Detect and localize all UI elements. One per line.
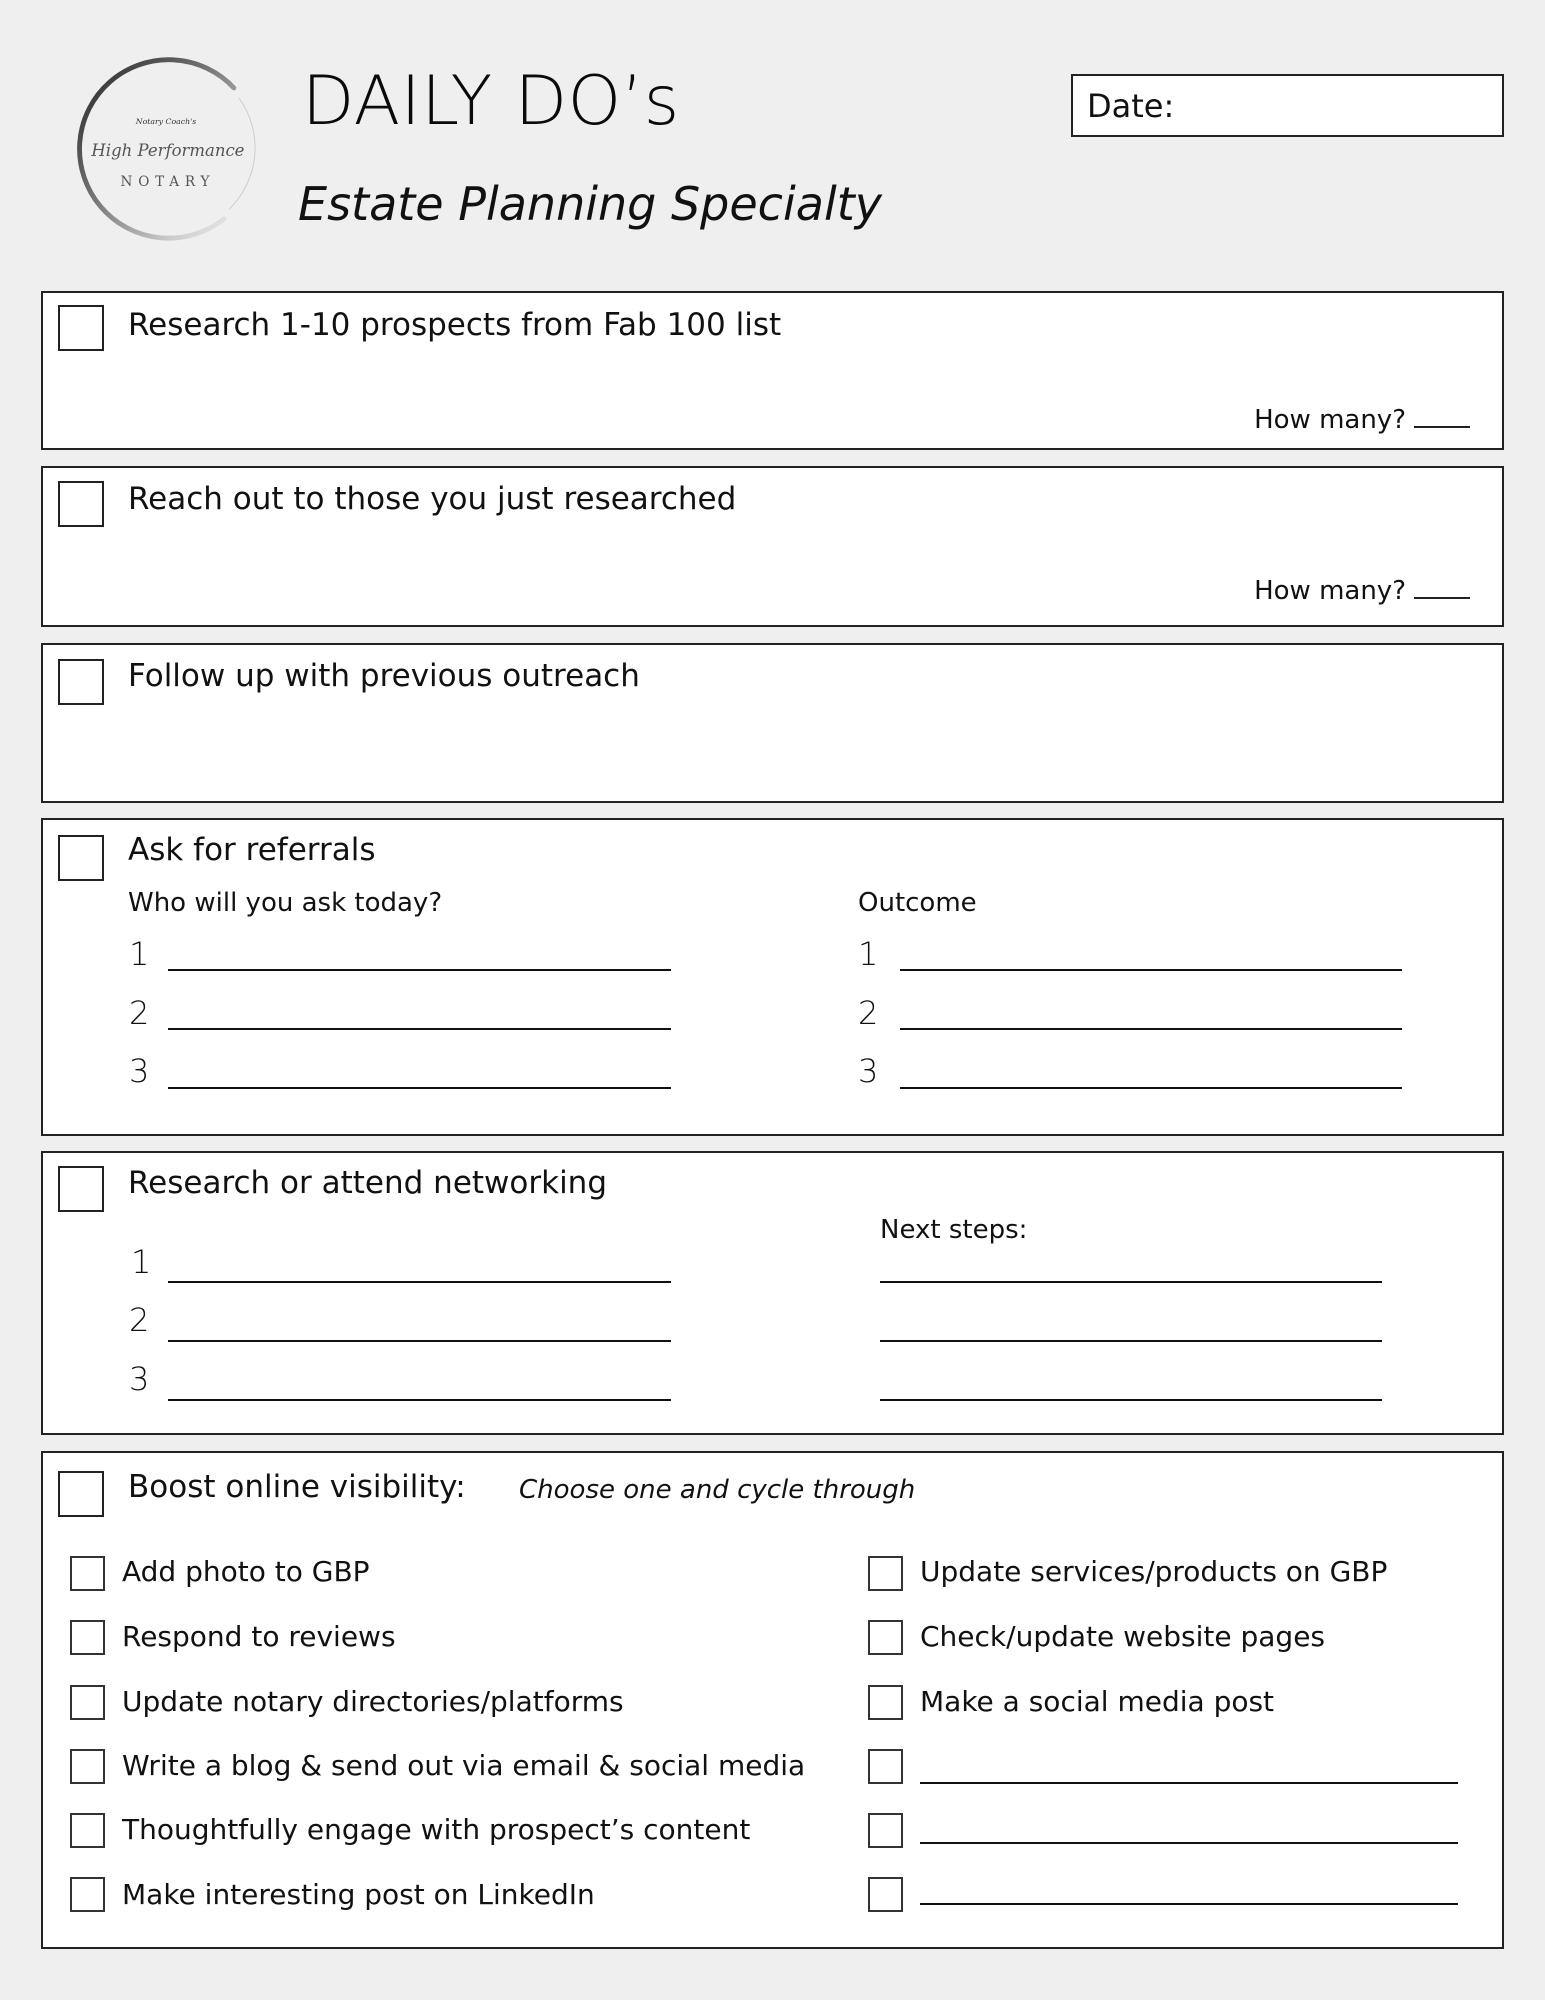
- how-many-label: How many?: [1254, 576, 1406, 606]
- section-networking: [41, 1151, 1504, 1435]
- item-label: Update services/products on GBP: [920, 1555, 1388, 1588]
- referral-number: 2: [129, 994, 150, 1032]
- item-checkbox[interactable]: [868, 1556, 903, 1591]
- networking-event-line[interactable]: [168, 1399, 671, 1401]
- item-label: Add photo to GBP: [122, 1555, 370, 1588]
- item-checkbox[interactable]: [868, 1749, 903, 1784]
- outcome-line[interactable]: [900, 1028, 1402, 1030]
- next-steps-line[interactable]: [880, 1399, 1382, 1401]
- referral-name-line[interactable]: [168, 1028, 671, 1030]
- how-many-blank[interactable]: [1414, 597, 1470, 599]
- logo: [68, 54, 264, 248]
- referrals-checkbox[interactable]: [58, 835, 104, 881]
- blank-item-line[interactable]: [920, 1782, 1458, 1784]
- referral-name-line[interactable]: [168, 969, 671, 971]
- item-label: Update notary directories/platforms: [122, 1685, 624, 1718]
- item-checkbox[interactable]: [868, 1685, 903, 1720]
- item-checkbox[interactable]: [70, 1685, 105, 1720]
- referral-number: 1: [129, 935, 150, 973]
- outcome-number: 3: [858, 1052, 879, 1090]
- networking-event-line[interactable]: [168, 1340, 671, 1342]
- item-checkbox[interactable]: [868, 1877, 903, 1912]
- logo-bottom-text: NOTARY: [120, 173, 216, 190]
- item-checkbox[interactable]: [70, 1620, 105, 1655]
- visibility-note: Choose one and cycle through: [519, 1475, 916, 1505]
- networking-number: 2: [129, 1301, 150, 1339]
- item-checkbox[interactable]: [70, 1877, 105, 1912]
- page-subtitle: Estate Planning Specialty: [298, 177, 882, 231]
- date-label: Date:: [1087, 86, 1175, 125]
- follow-up-checkbox[interactable]: [58, 659, 104, 705]
- next-steps-line[interactable]: [880, 1281, 1382, 1283]
- blank-item-line[interactable]: [920, 1842, 1458, 1844]
- page-title: DAILY DO’s: [302, 62, 680, 141]
- item-label: Make interesting post on LinkedIn: [122, 1878, 595, 1911]
- reach-out-checkbox[interactable]: [58, 481, 104, 527]
- item-checkbox[interactable]: [70, 1749, 105, 1784]
- referrals-who-heading: Who will you ask today?: [128, 888, 443, 918]
- visibility-checkbox[interactable]: [58, 1471, 104, 1517]
- item-label: Write a blog & send out via email & social media: [122, 1749, 806, 1782]
- referrals-outcome-heading: Outcome: [858, 888, 977, 918]
- section-reach-out: [41, 466, 1504, 627]
- networking-number: 1: [131, 1243, 152, 1281]
- section-follow-up: [41, 643, 1504, 803]
- item-label: Check/update website pages: [920, 1620, 1326, 1653]
- networking-event-line[interactable]: [168, 1281, 671, 1283]
- logo-top-text: Notary Coach's: [135, 116, 197, 126]
- networking-number: 3: [129, 1360, 150, 1398]
- referrals-title: Ask for referrals: [128, 832, 376, 868]
- research-checkbox[interactable]: [58, 305, 104, 351]
- visibility-title: Boost online visibility:: [128, 1469, 466, 1505]
- networking-title: Research or attend networking: [128, 1165, 608, 1201]
- section-research: [41, 291, 1504, 450]
- item-checkbox[interactable]: [868, 1620, 903, 1655]
- item-checkbox[interactable]: [70, 1813, 105, 1848]
- referral-number: 3: [129, 1052, 150, 1090]
- next-steps-heading: Next steps:: [880, 1215, 1028, 1245]
- networking-checkbox[interactable]: [58, 1166, 104, 1212]
- item-label: Respond to reviews: [122, 1620, 396, 1653]
- how-many-label: How many?: [1254, 405, 1406, 435]
- section-referrals: [41, 818, 1504, 1136]
- outcome-line[interactable]: [900, 969, 1402, 971]
- next-steps-line[interactable]: [880, 1340, 1382, 1342]
- outcome-line[interactable]: [900, 1087, 1402, 1089]
- follow-up-title: Follow up with previous outreach: [128, 658, 640, 694]
- logo-ring-icon: [68, 54, 264, 248]
- logo-script-text: High Performance: [91, 140, 245, 160]
- outcome-number: 1: [858, 935, 879, 973]
- referral-name-line[interactable]: [168, 1087, 671, 1089]
- item-checkbox[interactable]: [868, 1813, 903, 1848]
- research-title: Research 1-10 prospects from Fab 100 list: [128, 307, 782, 343]
- date-field[interactable]: [1071, 74, 1504, 137]
- section-visibility: [41, 1451, 1504, 1949]
- research-how-many[interactable]: [1254, 405, 1470, 435]
- reach-out-how-many[interactable]: [1254, 576, 1470, 606]
- how-many-blank[interactable]: [1414, 426, 1470, 428]
- item-label: Make a social media post: [920, 1685, 1275, 1718]
- item-label: Thoughtfully engage with prospect’s content: [122, 1813, 751, 1846]
- item-checkbox[interactable]: [70, 1556, 105, 1591]
- blank-item-line[interactable]: [920, 1903, 1458, 1905]
- outcome-number: 2: [858, 994, 879, 1032]
- reach-out-title: Reach out to those you just researched: [128, 481, 737, 517]
